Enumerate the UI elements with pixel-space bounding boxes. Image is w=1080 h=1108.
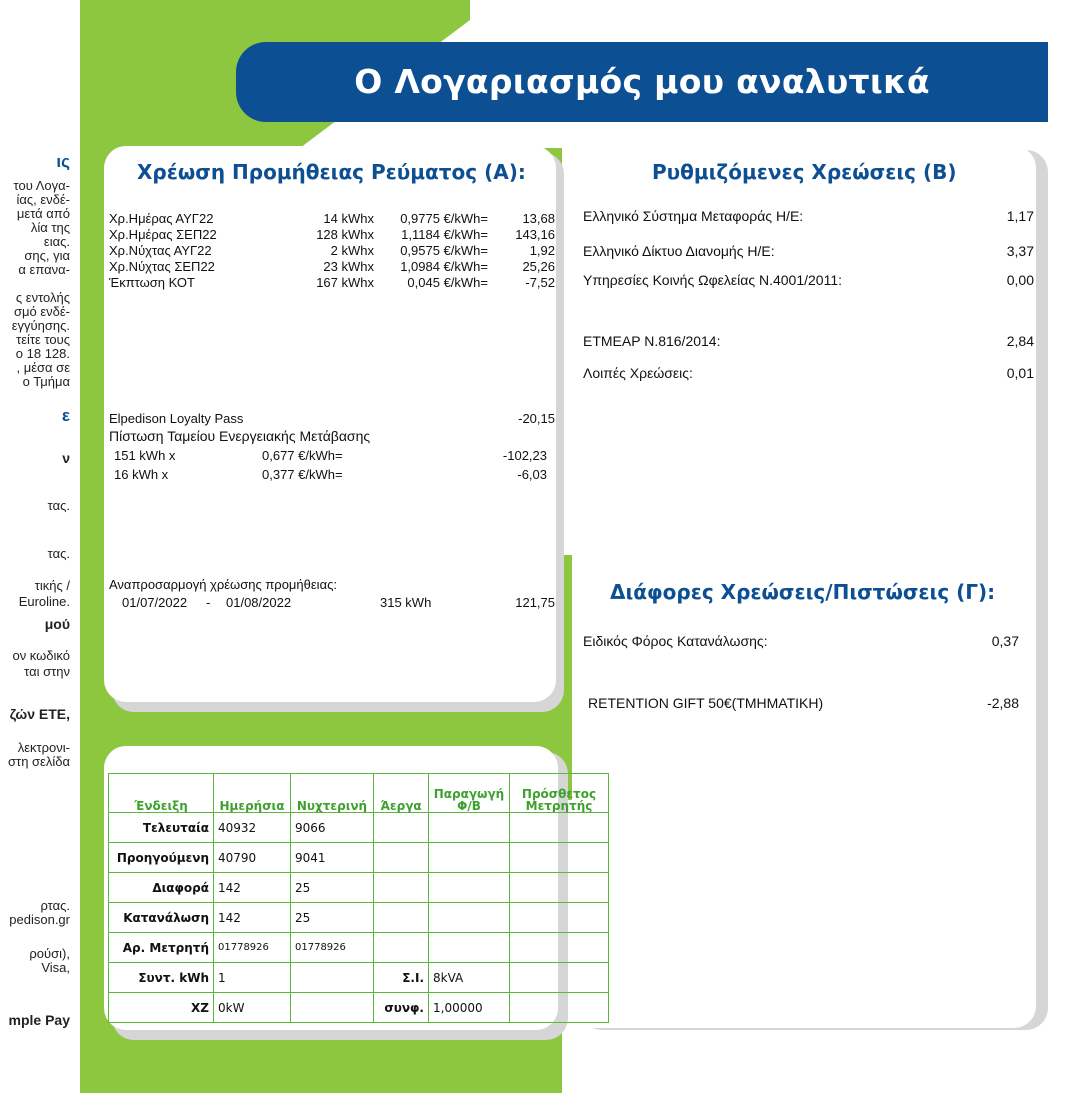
left-column-line: λεκτρονι- xyxy=(17,740,70,755)
meter-cell xyxy=(374,843,429,873)
supply-row-qty: 128 kWhx xyxy=(316,227,374,242)
adjust-sep: - xyxy=(206,595,211,610)
meter-cell xyxy=(374,903,429,933)
adjust-from: 01/07/2022 xyxy=(122,595,188,610)
left-column-line: τικής / xyxy=(34,578,70,593)
meter-cell: 8kVA xyxy=(429,963,510,993)
supply-row-rate: 0,9775 €/kWh= xyxy=(400,211,488,226)
regulated-row-amount: 1,17 xyxy=(1006,208,1034,224)
misc-title: Διάφορες Χρεώσεις/Πιστώσεις (Γ): xyxy=(610,580,996,604)
meter-cell: 9066 xyxy=(291,813,374,843)
meter-cell xyxy=(429,903,510,933)
left-column-line: μετά από xyxy=(16,206,70,221)
meter-cell: 01778926 xyxy=(214,933,291,963)
loyalty-amount: -20,15 xyxy=(518,411,555,426)
meter-cell xyxy=(291,993,374,1023)
meter-cell xyxy=(429,813,510,843)
regulated-row-amount: 2,84 xyxy=(1006,333,1034,349)
left-column-line: μού xyxy=(44,616,70,632)
fund-row-qty: 151 kWh x xyxy=(114,448,176,463)
meter-header-cell: Ημερήσια xyxy=(214,774,291,813)
meter-cell xyxy=(374,933,429,963)
meter-cell xyxy=(510,933,609,963)
left-column-line: ε xyxy=(61,406,70,425)
supply-row-amount: 25,26 xyxy=(522,259,555,274)
meter-header-cell: Άεργα xyxy=(374,774,429,813)
meter-cell xyxy=(510,903,609,933)
meter-cell: 9041 xyxy=(291,843,374,873)
supply-row-label: Χρ.Ημέρας ΣΕΠ22 xyxy=(109,227,217,242)
regulated-row-label: ΕΤΜΕΑΡ Ν.816/2014: xyxy=(583,333,721,349)
left-column-line: , μέσα σε xyxy=(16,360,70,375)
adjust-label: Αναπροσαρμογή χρέωσης προμήθειας: xyxy=(109,577,337,592)
supply-row-rate: 1,0984 €/kWh= xyxy=(400,259,488,274)
regulated-row-label: Υπηρεσίες Κοινής Ωφελείας Ν.4001/2011: xyxy=(583,272,842,288)
left-info-column xyxy=(0,148,76,1108)
brand-tagline: ργεια xyxy=(0,6,35,23)
meter-cell: 01778926 xyxy=(291,933,374,963)
misc-row-label: Ειδικός Φόρος Κατανάλωσης: xyxy=(583,633,768,649)
fund-row-rate: 0,377 €/kWh= xyxy=(262,467,343,482)
left-column-line: ρούσι), xyxy=(29,946,70,961)
supply-row-amount: 143,16 xyxy=(515,227,555,242)
meter-cell xyxy=(429,873,510,903)
meter-cell xyxy=(510,873,609,903)
meter-header-cell: Πρόσθετος Μετρητής xyxy=(510,774,609,813)
left-column-line: εγγύησης. xyxy=(11,318,70,333)
left-column-line: τας. xyxy=(47,498,70,513)
meter-cell: 1,00000 xyxy=(429,993,510,1023)
regulated-row-label: Ελληνικό Σύστημα Μεταφοράς Η/Ε: xyxy=(583,208,804,224)
left-column-line: Visa, xyxy=(41,960,70,975)
left-column-line: ειας. xyxy=(43,234,70,249)
supply-title: Χρέωση Προμήθειας Ρεύματος (Α): xyxy=(137,160,526,184)
meter-cell: συνφ. xyxy=(374,993,429,1023)
misc-row-amount: 0,37 xyxy=(991,633,1019,649)
meter-cell: 25 xyxy=(291,903,374,933)
left-column-line: λία της xyxy=(30,220,70,235)
meter-cell xyxy=(429,843,510,873)
meter-cell: Σ.Ι. xyxy=(374,963,429,993)
meter-cell: Συντ. kWh xyxy=(109,963,214,993)
left-column-line: σμό ενδέ- xyxy=(13,304,70,319)
page-title: Ο Λογαριασμός μου αναλυτικά xyxy=(354,62,930,101)
regulated-row-label: Λοιπές Χρεώσεις: xyxy=(583,365,693,381)
left-column-line: ρτας. xyxy=(40,898,70,913)
left-column-line: ις xyxy=(56,152,70,171)
left-column-line: mple Pay xyxy=(8,1012,70,1028)
left-column-line: τείτε τους xyxy=(16,332,70,347)
supply-row-rate: 1,1184 €/kWh= xyxy=(401,227,488,242)
fund-label: Πίστωση Ταμείου Ενεργειακής Μετάβασης xyxy=(109,428,371,444)
meter-cell xyxy=(374,813,429,843)
left-column-line: ζών ΕΤΕ, xyxy=(9,706,70,722)
supply-row-rate: 0,9575 €/kWh= xyxy=(400,243,488,258)
misc-row-amount: -2,88 xyxy=(987,695,1019,711)
regulated-row-amount: 0,00 xyxy=(1006,272,1034,288)
supply-row-amount: -7,52 xyxy=(525,275,555,290)
meter-cell xyxy=(510,843,609,873)
adjust-kwh: 315 kWh xyxy=(380,595,432,610)
left-column-line: τας. xyxy=(47,546,70,561)
meter-cell xyxy=(429,933,510,963)
meter-cell: 142 xyxy=(214,873,291,903)
supply-row-label: Έκπτωση ΚΟΤ xyxy=(109,275,195,290)
adjust-amount: 121,75 xyxy=(515,595,555,610)
meter-cell: ΧΖ xyxy=(109,993,214,1023)
left-column-line: του Λογα- xyxy=(13,178,70,193)
meter-header-cell: Παραγωγή Φ/Β xyxy=(429,774,510,813)
left-column-line: ν xyxy=(62,450,70,466)
left-column-line: ο Τμήμα xyxy=(22,374,70,389)
left-column-line: ίας, ενδέ- xyxy=(16,192,70,207)
supply-row-qty: 2 kWhx xyxy=(330,243,374,258)
meter-cell: 1 xyxy=(214,963,291,993)
meter-cell: Αρ. Μετρητή xyxy=(109,933,214,963)
meter-cell: 40790 xyxy=(214,843,291,873)
meter-cell: Τελευταία xyxy=(109,813,214,843)
regulated-row-amount: 0,01 xyxy=(1006,365,1034,381)
meter-cell: 25 xyxy=(291,873,374,903)
supply-row-label: Χρ.Νύχτας ΑΥΓ22 xyxy=(109,243,212,258)
meter-header-cell: Νυχτερινή xyxy=(291,774,374,813)
fund-row-amount: -102,23 xyxy=(502,448,547,463)
regulated-row-label: Ελληνικό Δίκτυο Διανομής Η/Ε: xyxy=(583,243,775,259)
left-column-line: σης, για xyxy=(24,248,70,263)
left-column-line: α επανα- xyxy=(18,262,70,277)
fund-row-amount: -6,03 xyxy=(517,467,547,482)
regulated-row-amount: 3,37 xyxy=(1006,243,1034,259)
left-column-line: ο 18 128. xyxy=(15,346,70,361)
meter-cell: Κατανάλωση xyxy=(109,903,214,933)
meter-cell: 40932 xyxy=(214,813,291,843)
supply-row-qty: 23 kWhx xyxy=(323,259,374,274)
supply-row-label: Χρ.Ημέρας ΑΥΓ22 xyxy=(109,211,214,226)
meter-header-cell: Ένδειξη xyxy=(109,774,214,813)
meter-cell xyxy=(510,963,609,993)
supply-row-amount: 1,92 xyxy=(529,243,555,258)
supply-row-qty: 167 kWhx xyxy=(316,275,374,290)
meter-cell xyxy=(291,963,374,993)
loyalty-label: Elpedison Loyalty Pass xyxy=(109,411,244,426)
fund-row-qty: 16 kWh x xyxy=(114,467,169,482)
meter-cell: Διαφορά xyxy=(109,873,214,903)
adjust-to: 01/08/2022 xyxy=(226,595,292,610)
supply-row-label: Χρ.Νύχτας ΣΕΠ22 xyxy=(109,259,215,274)
meter-cell: 142 xyxy=(214,903,291,933)
meter-cell: Προηγούμενη xyxy=(109,843,214,873)
left-column-line: ς εντολής xyxy=(15,290,70,305)
meter-cell xyxy=(374,873,429,903)
meter-readings-table xyxy=(108,773,609,1023)
left-column-line: στη σελίδα xyxy=(8,754,70,769)
meter-cell xyxy=(510,813,609,843)
left-column-line: Euroline. xyxy=(18,594,70,609)
supply-row-rate: 0,045 €/kWh= xyxy=(407,275,488,290)
left-column-line: pedison.gr xyxy=(9,912,70,927)
misc-row-label: RETENTION GIFT 50€(ΤΜΗΜΑΤΙΚΗ) xyxy=(588,695,824,711)
meter-cell: 0kW xyxy=(214,993,291,1023)
regulated-title: Ρυθμιζόμενες Χρεώσεις (Β) xyxy=(652,160,957,184)
meter-cell xyxy=(510,993,609,1023)
left-column-line: ον κωδικό xyxy=(12,648,70,663)
fund-row-rate: 0,677 €/kWh= xyxy=(262,448,343,463)
left-column-line: ται στην xyxy=(24,664,70,679)
supply-row-amount: 13,68 xyxy=(522,211,555,226)
supply-row-qty: 14 kWhx xyxy=(323,211,374,226)
